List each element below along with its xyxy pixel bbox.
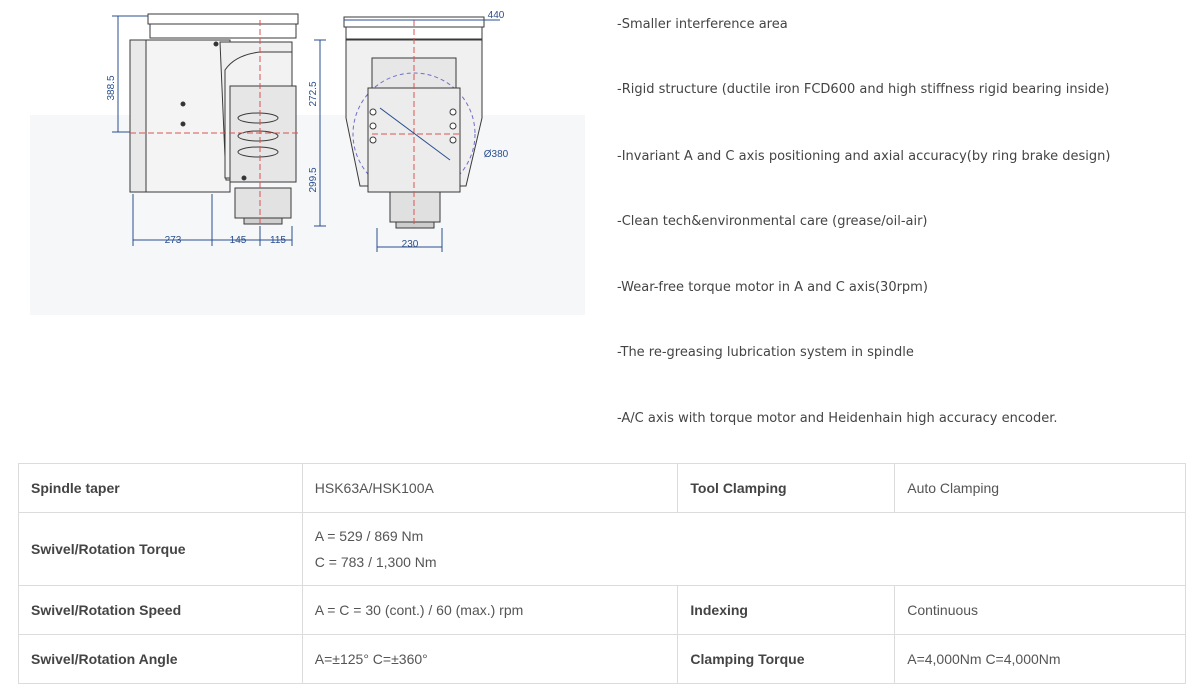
- dim-388: 388.5: [106, 75, 117, 101]
- feature-item: -The re-greasing lubrication system in spindle: [617, 345, 914, 360]
- table-row: [19, 464, 1186, 513]
- table-row: [19, 513, 1186, 586]
- feature-item: -A/C axis with torque motor and Heidenhain high accuracy encoder.: [617, 411, 1058, 426]
- spec-label: Tool Clamping: [678, 464, 895, 513]
- drawing-shadow: [30, 115, 585, 315]
- spec-value-multiline: [302, 513, 1185, 586]
- spec-value: A = C = 30 (cont.) / 60 (max.) rpm: [302, 586, 678, 635]
- spec-value: A=4,000Nm C=4,000Nm: [895, 635, 1186, 684]
- feature-item: -Invariant A and C axis positioning and axial accuracy(by ring brake design): [617, 149, 1111, 164]
- side-top-plate: [148, 14, 298, 24]
- dim-380: Ø380: [483, 149, 509, 160]
- spec-value: Continuous: [895, 586, 1186, 635]
- feature-item: -Rigid structure (ductile iron FCD600 and high stiffness rigid bearing inside): [617, 82, 1110, 97]
- spec-value: HSK63A/HSK100A: [302, 464, 678, 513]
- dim-440: 440: [487, 10, 505, 21]
- spec-value: A=±125° C=±360°: [302, 635, 678, 684]
- dim-272: 272.5: [308, 81, 319, 107]
- table-row: [19, 586, 1186, 635]
- table-row: [19, 635, 1186, 684]
- feature-item: -Clean tech&environmental care (grease/oil-air): [617, 214, 928, 229]
- side-top-ring: [150, 24, 296, 38]
- dim-299: 299.5: [308, 167, 319, 193]
- spec-label: Swivel/Rotation Speed: [19, 586, 303, 635]
- spec-label: Swivel/Rotation Angle: [19, 635, 303, 684]
- front-spindle-nose: [390, 192, 440, 222]
- drawing-svg: [30, 0, 590, 320]
- spec-label: Clamping Torque: [678, 635, 895, 684]
- side-view: [130, 14, 298, 224]
- feature-item: -Smaller interference area: [617, 17, 788, 32]
- dim-273: 273: [164, 235, 182, 246]
- dim-115: 115: [270, 235, 286, 246]
- spec-label: Spindle taper: [19, 464, 303, 513]
- spec-value-line: C = 783 / 1,300 Nm: [314, 554, 437, 570]
- spec-label: Swivel/Rotation Torque: [19, 513, 303, 586]
- spec-value: Auto Clamping: [895, 464, 1186, 513]
- spec-label: Indexing: [678, 586, 895, 635]
- feature-item: -Wear-free torque motor in A and C axis(30rpm): [617, 280, 928, 295]
- technical-drawing: [30, 0, 590, 320]
- dim-145: 145: [229, 235, 247, 246]
- spec-table: [18, 463, 1186, 684]
- side-spindle-nose: [235, 188, 291, 218]
- spec-value-line: A = 529 / 869 Nm: [314, 528, 424, 544]
- dim-230: 230: [401, 239, 419, 250]
